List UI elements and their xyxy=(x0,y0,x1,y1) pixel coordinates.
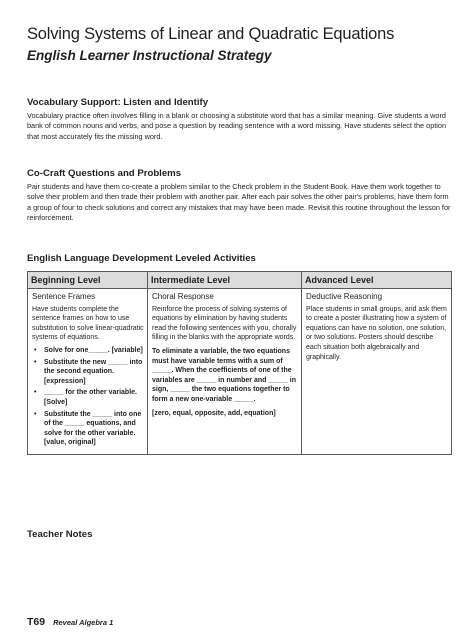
list-item: • _____ for the other variable. [Solve] xyxy=(40,388,144,407)
vocabulary-heading: Vocabulary Support: Listen and Identify xyxy=(27,97,209,108)
cocraft-text: Pair students and have them co-create a problem similar to the Check problem in the Student Book. Have them work together to solve their problem and then trade their problem with another pair. After each pair solves the other pair's problems, have them form a group of four to check solutions and correct any mistakes that may have been made. Revisit this routine throughout the lesson for reinforcement. xyxy=(27,182,451,222)
intermediate-answers: [zero, equal, opposite, add, equation] xyxy=(152,409,276,417)
eld-section xyxy=(27,252,451,265)
intermediate-intro: Reinforce the process of solving systems of equations by elimination by having students read the following sentences with you, chorally filling in the blanks with the appropriate words. xyxy=(152,305,297,342)
advanced-cell xyxy=(302,289,452,455)
page-subtitle: English Learner Instructional Strategy xyxy=(27,48,272,63)
advanced-text: Place students in small groups, and ask them to create a poster illustrating how a system of equations can have no solution, one solution, or two solutions. Posters should describe each situation both algebraically and graphically. xyxy=(306,305,447,361)
column-header-intermediate: Intermediate Level xyxy=(148,272,302,289)
column-header-advanced: Advanced Level xyxy=(302,272,452,289)
leveled-activities-table xyxy=(27,271,452,455)
teacher-notes-heading: Teacher Notes xyxy=(27,529,93,540)
teacher-notes-section xyxy=(27,528,92,541)
book-title: Reveal Algebra 1 xyxy=(53,618,114,627)
list-item: • Solve for one_____. [variable] xyxy=(40,346,144,356)
eld-heading: English Language Development Leveled Activities xyxy=(27,253,256,264)
beginning-intro: Have students complete the sentence frames on how to use substitution to solve linear-quadratic systems of equations. xyxy=(32,305,144,342)
page-number: T69 xyxy=(27,616,46,628)
cocraft-section xyxy=(27,167,451,223)
list-item: • Substitute the _____ into one of the _____ equations, and solve for the other variable. [value, original] xyxy=(40,410,144,448)
advanced-label: Deductive Reasoning xyxy=(306,292,383,301)
intermediate-cell xyxy=(148,289,302,455)
sentence-frames-list xyxy=(32,346,144,448)
intermediate-prompt: To eliminate a variable, the two equations must have variable terms with a sum of _____. When the coefficients of one of the variables are _____ in number and _____ in sign, _____ the two equations together to form a new one-variable _____. xyxy=(152,347,296,403)
list-item: • Substitute the new _____ into the second equation. [expression] xyxy=(40,358,144,387)
page-footer xyxy=(27,616,113,628)
page xyxy=(27,24,451,628)
cocraft-heading: Co-Craft Questions and Problems xyxy=(27,168,182,179)
intermediate-label: Choral Response xyxy=(152,292,214,301)
beginning-cell xyxy=(28,289,148,455)
page-title: Solving Systems of Linear and Quadratic Equations xyxy=(27,25,395,43)
column-header-beginning: Beginning Level xyxy=(28,272,148,289)
vocabulary-section xyxy=(27,96,451,142)
vocabulary-text: Vocabulary practice often involves filling in a blank or choosing a substitute word that has a similar meaning. Give students a word bank of common nouns and verbs, and pose a question by reading sentence with a word missing. Have students select the option that most accurately fits the missing word. xyxy=(27,111,447,141)
beginning-label: Sentence Frames xyxy=(32,292,96,301)
